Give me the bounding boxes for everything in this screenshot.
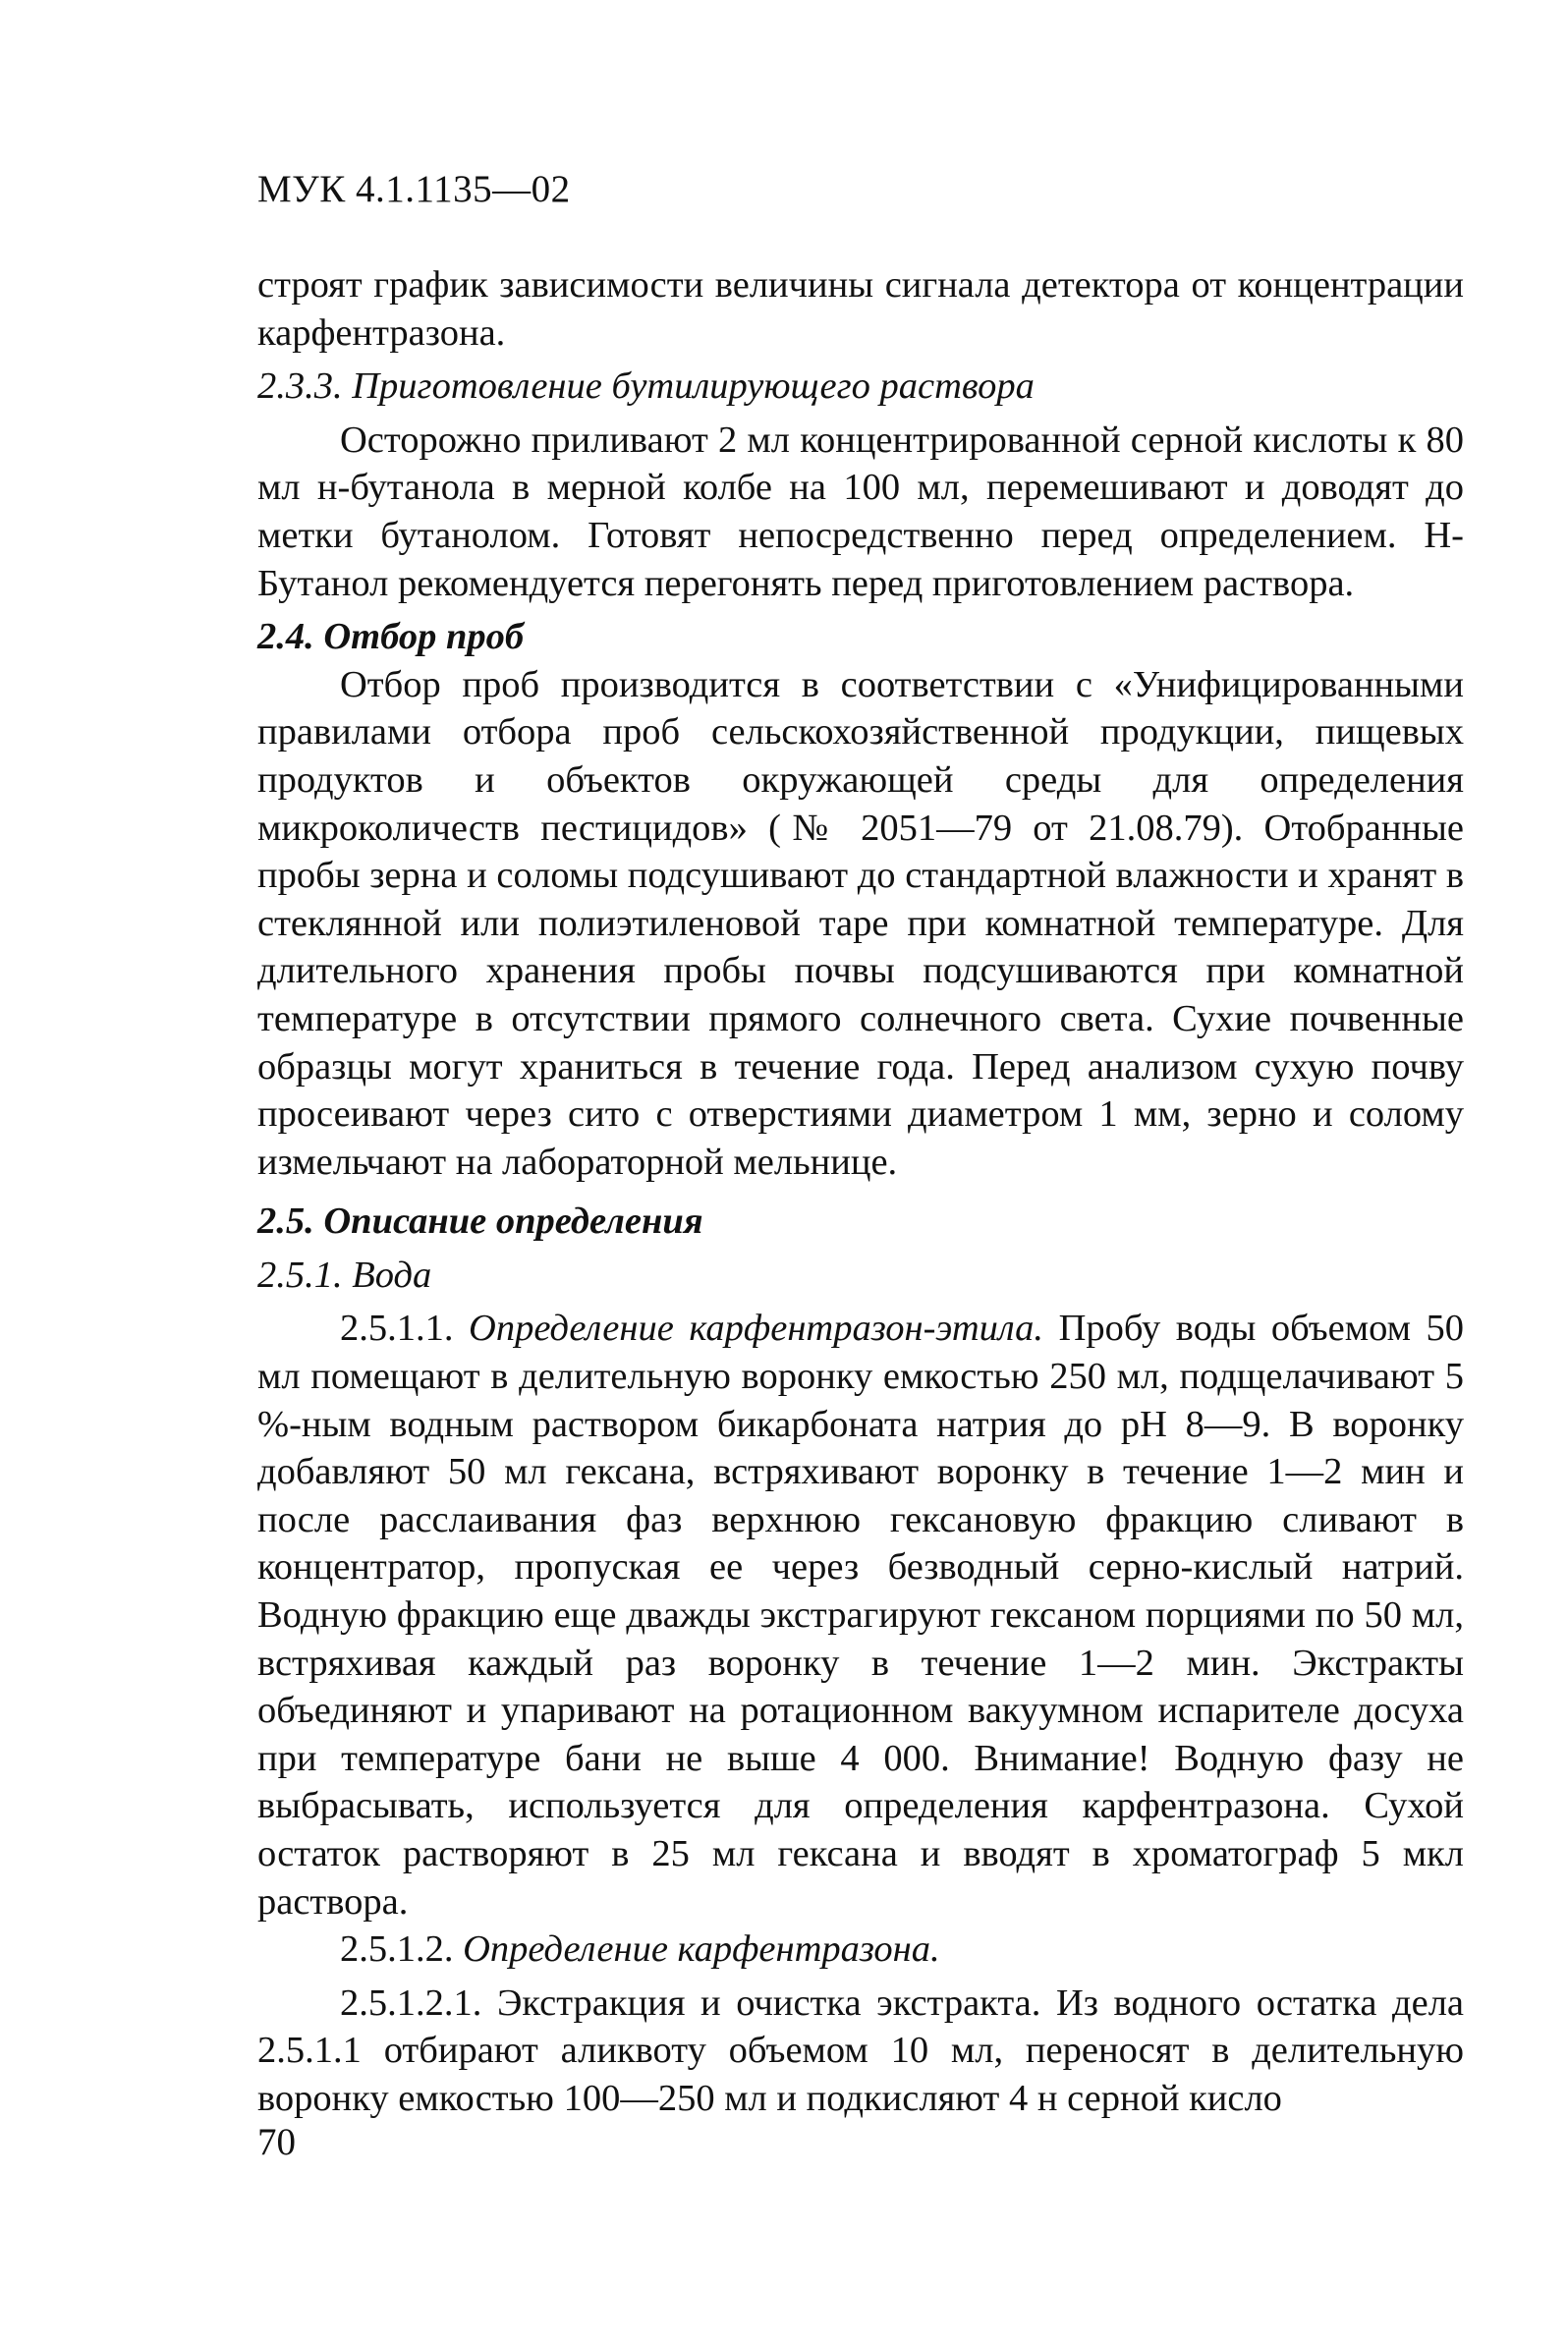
paragraph-graph-construction: строят график зависимости величины сигнала детектора от концентрации карфентразона. — [257, 264, 1464, 354]
paragraph-2-5-1-2 — [257, 1925, 1464, 1974]
page-body — [257, 261, 1464, 2123]
section-heading-2-5-1: 2.5.1. Вода — [257, 1254, 432, 1296]
section-heading-2-4: 2.4. Отбор проб — [257, 616, 525, 658]
paragraph-2-5-1-1 — [257, 1305, 1464, 1925]
paragraph-number: 2.5.1.2. — [340, 1928, 464, 1971]
section-heading-2-3-3: 2.3.3. Приготовление бутилирующего раствора — [257, 365, 1035, 408]
document-code-header: МУК 4.1.1135—02 — [257, 168, 571, 210]
paragraph-sampling: Отбор проб производится в соответствии с «Унифицированными правилами отбора проб сельскохозяйственной продукции, пищевых продуктов и объектов окружающей среды для определения микроколичеств пестицидов» (№ 2051—79 от 21.08.79). Отобранные пробы зерна и соломы подсушивают до стандартной влажности и хранят в стеклянной или полиэтиленовой таре при комнатной температуре. Для длительного хранения пробы почвы подсушиваются при комнатной температуре в отсутствии прямого солнечного света. Сухие почвенные образцы могут храниться в течение года. Перед анализом сухую почву просеивают через сито с отверстиями диаметром 1 мм, зерно и солому измельчают на лабораторной мельнице. — [257, 663, 1464, 1183]
paragraph-butylating-solution: Осторожно приливают 2 мл концентрированной серной кислоты к 80 мл н-бутанола в мерной колбе на 100 мл, перемешивают и доводят до метки бутанолом. Готовят непосредственно перед определением. Н-Бутанол рекомендуется перегонять перед приготовлением раствора. — [257, 419, 1464, 604]
paragraph-title: Определение карфентразона. — [463, 1928, 940, 1971]
page-number: 70 — [257, 2121, 296, 2163]
paragraph-2-5-1-2-1: 2.5.1.2.1. Экстракция и очистка экстракта. Из водного остатка дела 2.5.1.1 отбирают аликвоту объемом 10 мл, переносят в делительную воронку емкостью 100—250 мл и подкисляют 4 н серной кисло — [257, 1981, 1464, 2119]
section-heading-2-5: 2.5. Описание определения — [257, 1200, 703, 1243]
paragraph-title: Определение карфентразон-этила. — [469, 1308, 1044, 1350]
paragraph-text: Пробу воды объемом 50 мл помещают в делительную воронку емкостью 250 мл, подщелачивают 5 %-ным водным раствором бикарбоната натрия до pH 8—9. В воронку добавляют 50 мл гексана, встряхивают воронку в течение 1—2 мин и после расслаивания фаз верхнюю гексановую фракцию сливают в концентратор, пропуская ее через безводный серно-кислый натрий. Водную фракцию еще дважды экстрагируют гексаном порциями по 50 мл, встряхивая каждый раз воронку в течение 1—2 мин. Экстракты объединяют и упаривают на ротационном вакуумном испарителе досуха при температуре бани не выше 4 000. Внимание! Водную фазу не выбрасывать, используется для определения карфентразона. Сухой остаток растворяют в 25 мл гексана и вводят в хроматограф 5 мкл раствора. — [257, 1308, 1464, 1923]
paragraph-number: 2.5.1.1. — [340, 1308, 470, 1350]
